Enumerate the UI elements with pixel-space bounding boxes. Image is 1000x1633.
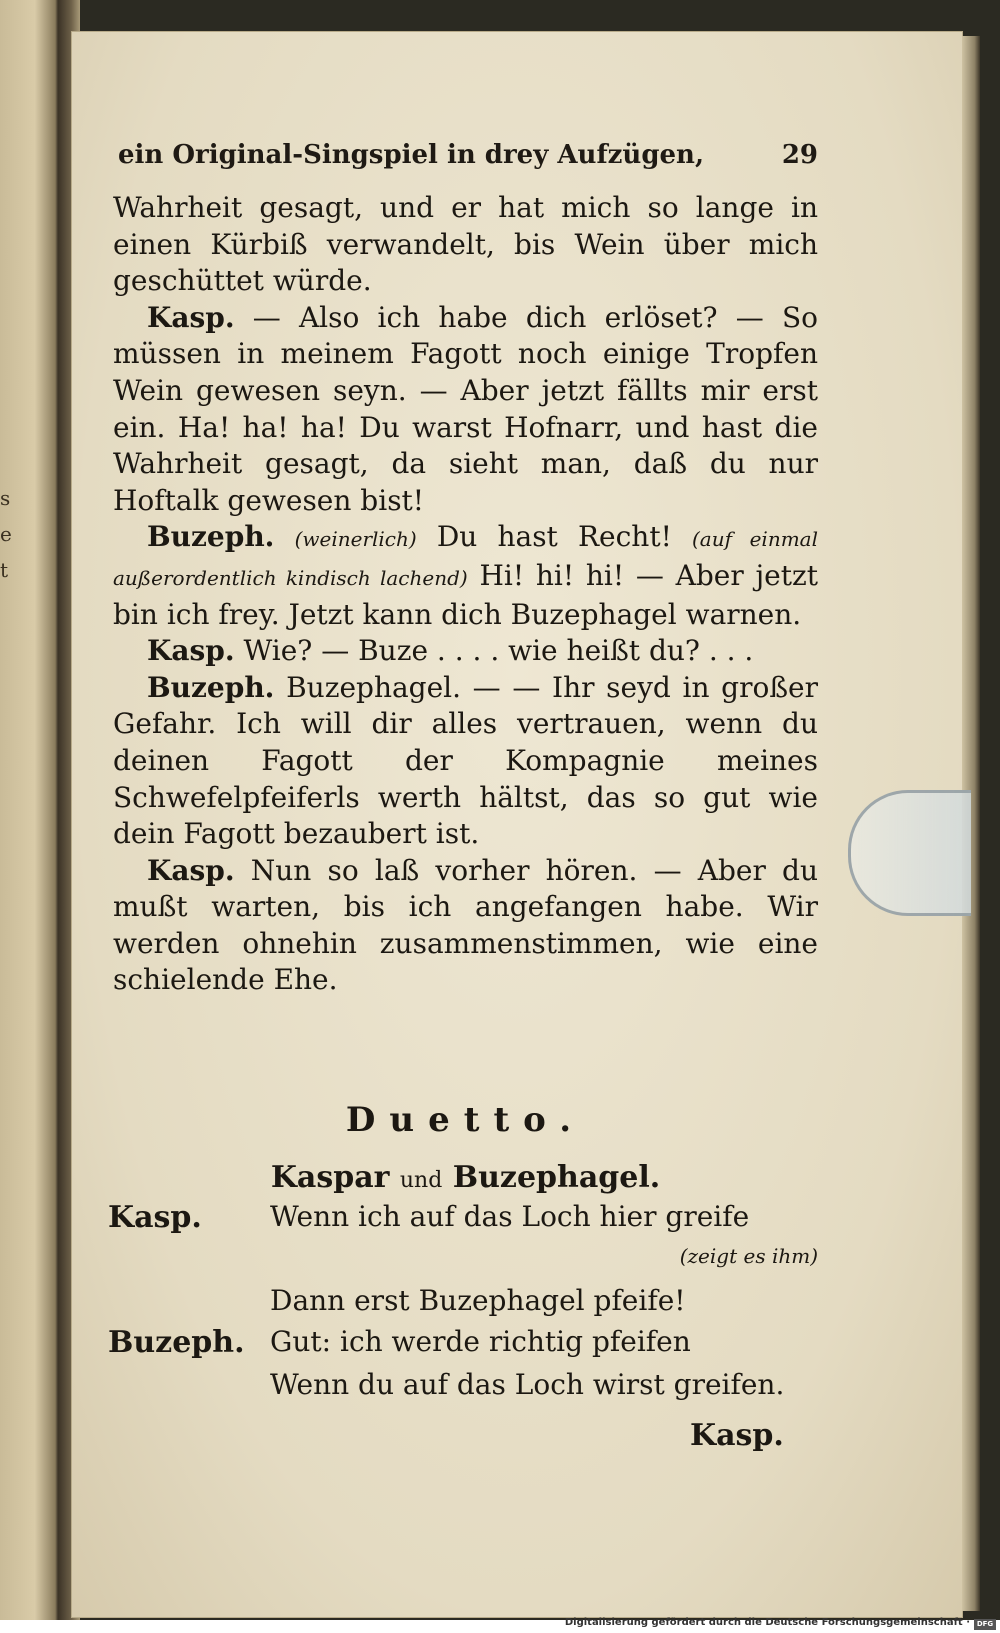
running-header: [118, 140, 818, 170]
paragraph-text: — Also ich habe dich erlöset? — So müssen in meinem Fagott noch einige Tropfen Wein gewesen seyn. — Aber jetzt fällts mir erst ein. Ha! ha! ha! Du warst Hofnarr, und hast die Wahrheit gesagt, da sieht man, daß du nur Hoftalk gewesen bist!: [113, 300, 818, 517]
verse-text: Gut: ich werde richtig pfeifen: [270, 1325, 691, 1358]
paragraph: [113, 190, 818, 300]
speaker-label: Buzeph.: [108, 1325, 245, 1360]
paragraph-text: Hi! hi! hi! — Aber jetzt bin ich frey. Jetzt kann dich Buzephagel warnen.: [113, 558, 818, 631]
running-title: ein Original-Singspiel in drey Aufzügen,: [118, 140, 704, 170]
paragraph-text: Du hast Recht!: [416, 520, 692, 554]
prose-block: [113, 190, 818, 999]
section-subtitle: [113, 1160, 818, 1195]
verse-text: Wenn du auf das Loch wirst greifen.: [270, 1368, 785, 1401]
character-name: Buzephagel.: [452, 1160, 661, 1195]
verse-text: Wenn ich auf das Loch hier greife: [270, 1200, 750, 1233]
verse-text: Dann erst Buzephagel pfeife!: [270, 1284, 686, 1317]
speaker-label: Kasp.: [108, 1200, 202, 1235]
speaker-label: Kasp.: [147, 634, 235, 668]
margin-mark: s: [0, 486, 11, 510]
paragraph: [113, 670, 818, 853]
stage-direction: (zeigt es ihm): [679, 1244, 818, 1268]
page-number: 29: [781, 140, 818, 170]
stage-direction: (weinerlich): [294, 527, 417, 552]
character-name: Kaspar: [270, 1160, 390, 1195]
paragraph: [113, 519, 818, 633]
conjunction: und: [399, 1168, 443, 1193]
speaker-label: Buzeph.: [147, 670, 275, 704]
footer-credit: Digitalisierung gefördert durch die Deutsche Forschungsgemeinschaft ·: [564, 1617, 970, 1628]
dfg-logo-icon: DFG: [974, 1619, 996, 1630]
paragraph-text: Wahrheit gesagt, und er hat mich so lange in einen Kürbiß verwandelt, bis Wein über mich geschüttet würde.: [113, 191, 818, 298]
speaker-label: Kasp.: [147, 300, 235, 334]
page-clip: [848, 790, 971, 916]
previous-page-edge: [0, 0, 58, 1633]
margin-mark: e: [0, 522, 12, 546]
paragraph-text: Nun so laß vorher hören. — Aber du mußt warten, bis ich angefangen habe. Wir werden ohnehin zusammenstimmen, wie eine schielende Ehe.: [113, 853, 818, 997]
paragraph: [113, 300, 818, 520]
margin-marks: [0, 480, 14, 588]
stage-direction: (auf einmal außerordentlich kindisch lachend): [113, 527, 818, 590]
paragraph: [113, 633, 818, 670]
section-title: Duetto.: [345, 1100, 586, 1140]
paragraph: [113, 853, 818, 999]
paragraph-text: Wie? — Buze . . . . wie heißt du? . . .: [234, 634, 754, 668]
margin-mark: t: [0, 558, 9, 582]
speaker-label: Buzeph.: [147, 520, 275, 554]
speaker-label: Kasp.: [147, 853, 235, 887]
catchword: Kasp.: [690, 1418, 784, 1453]
paragraph-text: Buzephagel. — — Ihr seyd in großer Gefahr. Ich will dir alles vertrauen, wenn du deinen Fagott der Kompagnie meines Schwefelpfeiferls werth hältst, das so gut wie dein Fagott bezaubert ist.: [113, 670, 818, 851]
